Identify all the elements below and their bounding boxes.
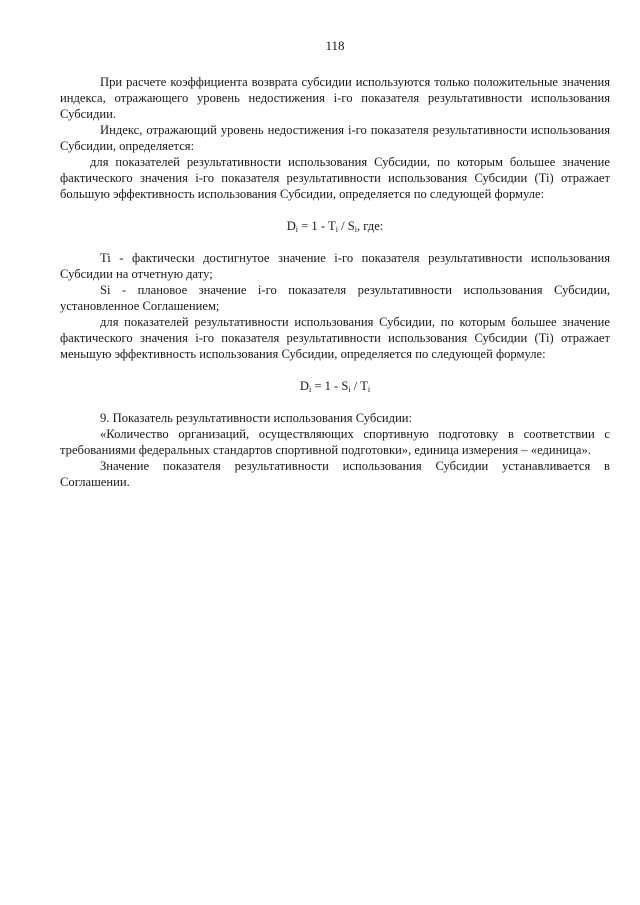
paragraph-section-9: 9. Показатель результативности использования Субсидии: <box>100 411 413 425</box>
paragraph-indicator-name: «Количество организаций, осуществляющих спортивную подготовку в соответствии с требованиями федеральных стандартов спортивной подготовки», единица измерения – «единица». <box>60 427 610 457</box>
formula-lower-better: $D_i = 1 - S_i / T_i$ <box>299 379 371 394</box>
paragraph-lower-better: для показателей результативности использования Субсидии, по которым большее значение фактического значения i-го показателя результативности использования Субсидии (Ti) отражает меньшую эффективность использования Субсидии, определяется по следующей формуле: <box>60 315 610 361</box>
document-body <box>60 74 610 490</box>
page-number: 118 <box>325 38 345 53</box>
paragraph-positive-values: При расчете коэффициента возврата субсидии используются только положительные значения индекса, отражающего уровень недостижения i-го показателя результативности использования Субсидии. <box>60 75 610 121</box>
formula-higher-better: $D_i = 1 - T_i / S_i$, где: <box>286 219 384 234</box>
paragraph-si-definition: Si - плановое значение i-го показателя результативности использования Субсидии, установленное Соглашением; <box>60 283 610 313</box>
paragraph-indicator-value: Значение показателя результативности использования Субсидии устанавливается в Соглашении. <box>60 459 610 489</box>
paragraph-ti-definition: Ti - фактически достигнутое значение i-го показателя результативности использования Субсидии на отчетную дату; <box>60 251 610 281</box>
paragraph-index-definition: Индекс, отражающий уровень недостижения i-го показателя результативности использования Субсидии, определяется: <box>60 123 610 153</box>
paragraph-higher-better: для показателей результативности использования Субсидии, по которым большее значение фактического значения i-го показателя результативности использования Субсидии (Ti) отражает большую эффективность использования Субсидии, определяется по следующей формуле: <box>60 155 610 201</box>
